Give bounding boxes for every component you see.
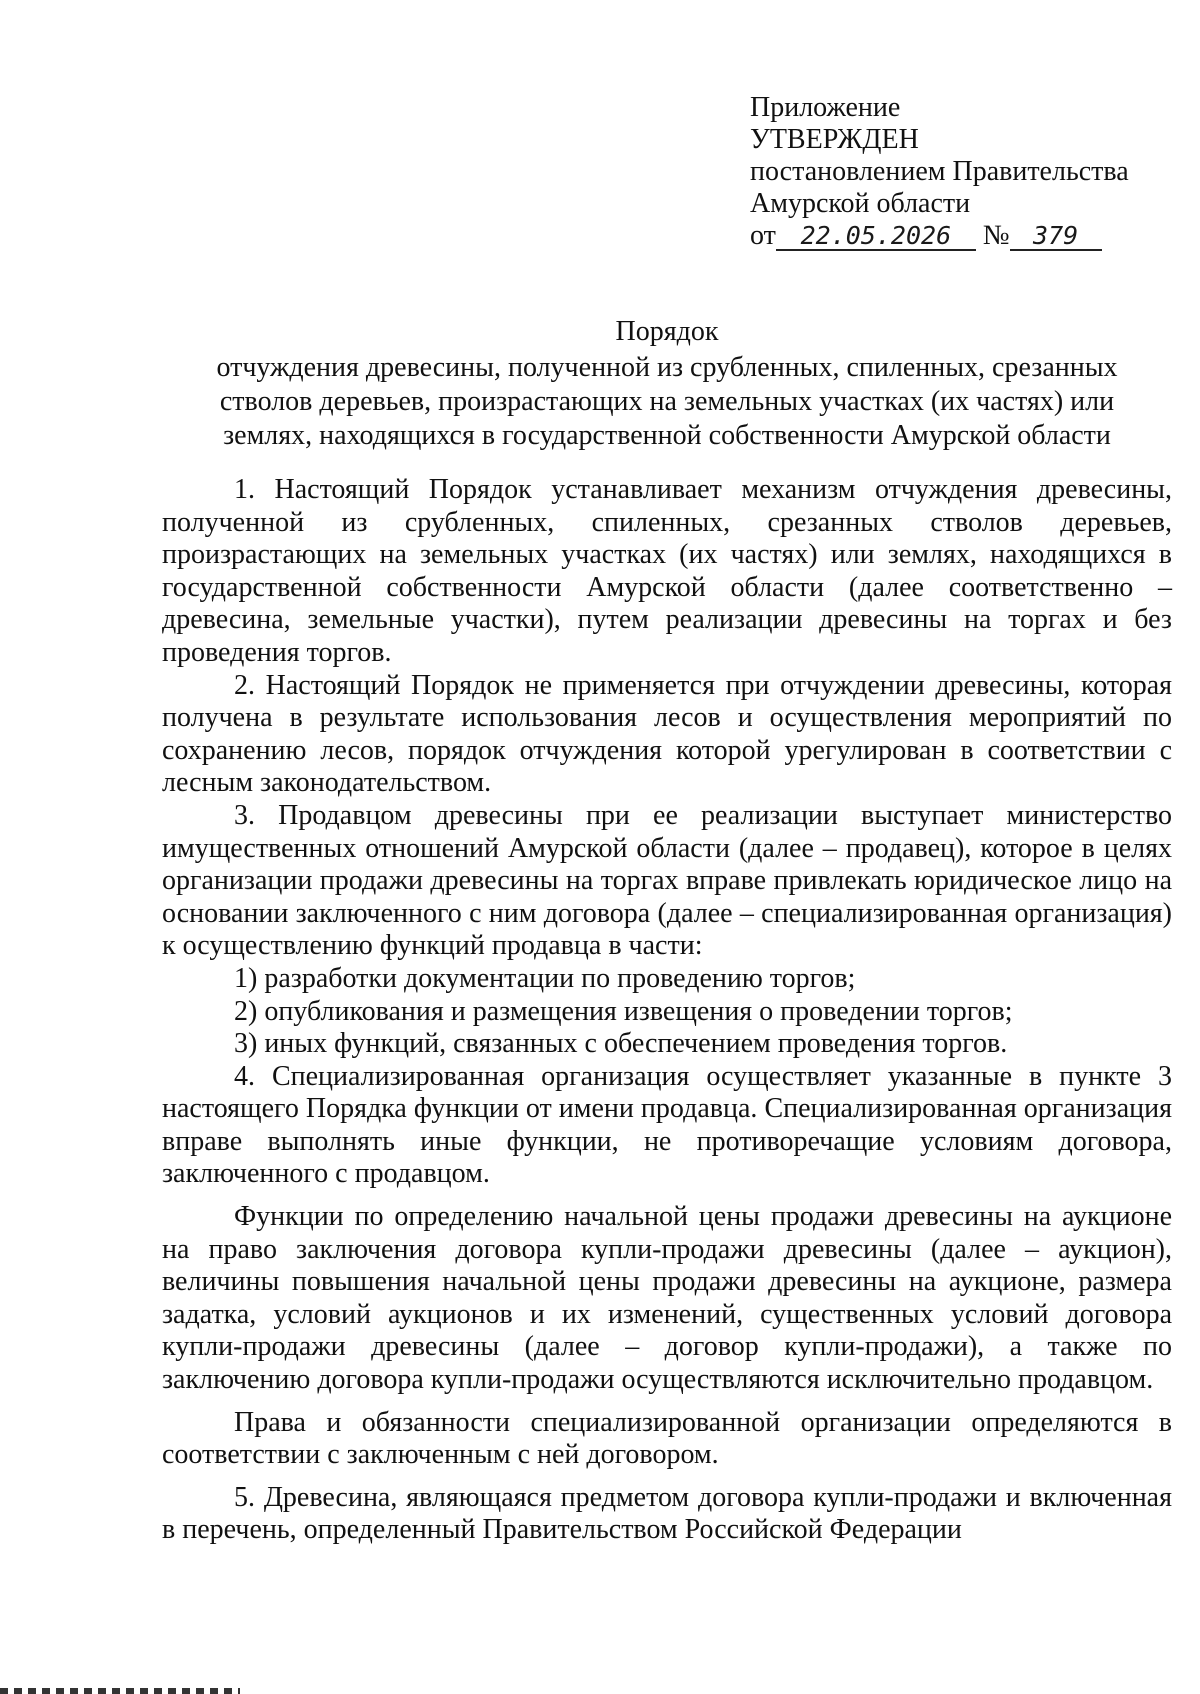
scan-edge-mark [0,1688,240,1694]
handwritten-date: 22.05.2026 [776,223,976,251]
paragraph-4-functions: Функции по определению начальной цены продажи древесины на аукционе на право заключения договора купли-продажи древесины (далее – аукцион), величины повышения начальной цены продажи древесины на аукционе, размера задатка, условий аукционов и их изменений, существенных условий договора купли-продажи древесины (далее – договор купли-продажи), а также по заключению договора купли-продажи осуществляются исключительно продавцом. [162,1201,1172,1396]
document-title-block [162,315,1172,453]
document-body [162,474,1172,1547]
date-prefix: от [750,220,776,251]
approval-date-line [750,220,1170,252]
approval-appendix: Приложение [750,92,901,123]
paragraph-3: 3. Продавцом древесины при ее реализации выступает министерство имущественных отношений Амурской области (далее – продавец), которое в целях организации продажи древесины на торгах вправе привлекать юридическое лицо на основании заключенного с ним договора (далее – специализированная организация) к осуществлению функций продавца в части: [162,799,1172,962]
number-prefix: № [982,220,1010,251]
approval-approved: УТВЕРЖДЕН [750,124,919,155]
paragraph-4: 4. Специализированная организация осуществляет указанные в пункте 3 настоящего Порядка функции от имени продавца. Специализированная организация вправе выполнять иные функции, не противоречащие условиям договора, заключенного с продавцом. [162,1060,1172,1190]
paragraph-1: 1. Настоящий Порядок устанавливает механизм отчуждения древесины, полученной из срубленных, спиленных, срезанных стволов деревьев, произрастающих на земельных участках (их частях) или землях, находящихся в государственной собственности Амурской области (далее соответственно – древесина, земельные участки), путем реализации древесины на торгах и без проведения торгов. [162,474,1172,668]
approval-by-resolution: постановлением Правительства [750,156,1129,187]
paragraph-3-item-3: 3) иных функций, связанных с обеспечением проведения торгов. [234,1028,1008,1060]
document-title: Порядок [615,316,719,347]
paragraph-2: 2. Настоящий Порядок не применяется при отчуждении древесины, которая получена в результате использования лесов и осуществления мероприятий по сохранению лесов, порядок отчуждения которой урегулирован в соответствии с лесным законодательством. [162,669,1172,799]
approval-block [750,92,1170,252]
approval-region: Амурской области [750,188,971,219]
paragraph-3-item-2: 2) опубликования и размещения извещения о проведении торгов; [234,995,1013,1027]
paragraph-4-rights: Права и обязанности специализированной организации определяются в соответствии с заключенным с ней договором. [162,1406,1172,1471]
paragraph-3-item-1: 1) разработки документации по проведению торгов; [234,962,856,994]
document-subtitle: отчуждения древесины, полученной из срубленных, спиленных, срезанных стволов деревьев, произрастающих на земельных участках (их частях) или землях, находящихся в государственной собственности Амурской области [216,352,1118,451]
handwritten-number: 379 [1010,223,1102,251]
paragraph-5: 5. Древесина, являющаяся предметом договора купли-продажи и включенная в перечень, определенный Правительством Российской Федерации [162,1481,1172,1546]
